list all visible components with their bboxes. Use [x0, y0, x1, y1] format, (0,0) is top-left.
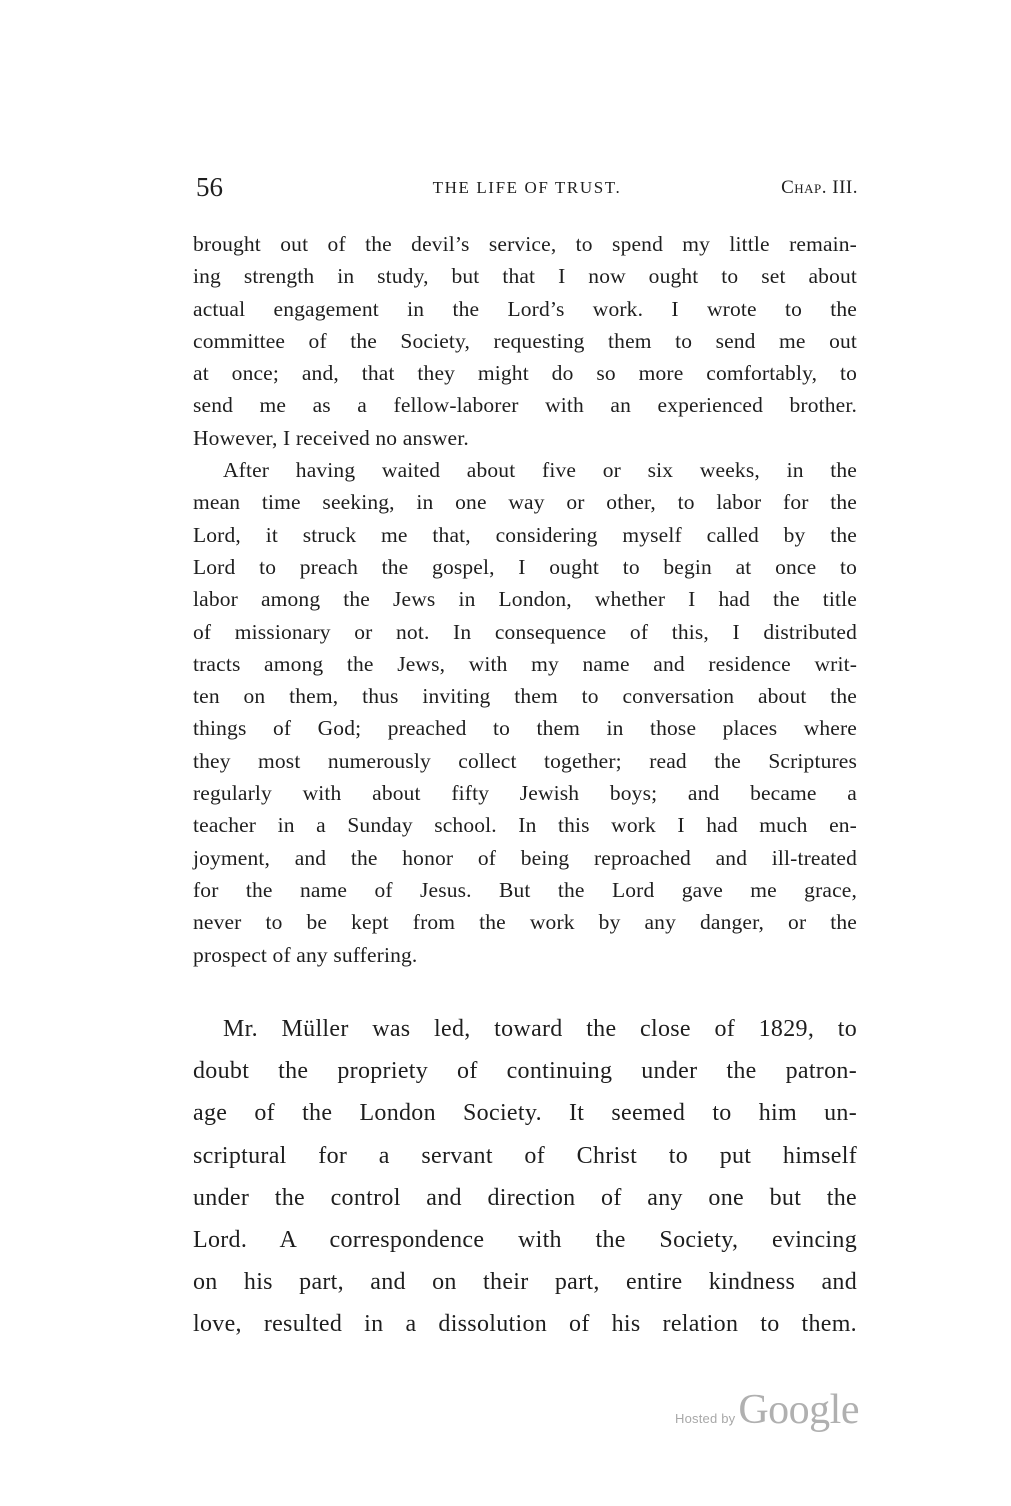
text-line: scriptural for a servant of Christ to put himself: [193, 1142, 857, 1169]
text-line: committee of the Society, requesting them to send me out: [193, 328, 857, 353]
text-line: Lord. A correspondence with the Society, evincing: [193, 1227, 857, 1254]
text-line: Lord to preach the gospel, I ought to begin at once to: [193, 554, 857, 579]
text-line: things of God; preached to them in those places where: [193, 716, 857, 741]
commentary-paragraph: [193, 1008, 857, 1346]
text-line: regularly with about fifty Jewish boys; and became a: [193, 781, 857, 806]
text-line: Mr. Müller was led, toward the close of 1829, to: [223, 1016, 857, 1042]
text-line: brought out of the devil’s service, to spend my little remain-: [193, 232, 857, 256]
chapter-label: Chap. III.: [781, 177, 858, 198]
text-line: love, resulted in a dissolution of his relation to them.: [193, 1311, 857, 1338]
text-line: mean time seeking, in one way or other, to labor for the: [193, 490, 857, 515]
hosted-by-watermark: [675, 1386, 859, 1436]
text-line: Lord, it struck me that, considering myself called by the: [193, 522, 857, 547]
text-line: After having waited about five or six weeks, in the: [223, 458, 857, 483]
text-line: ten on them, thus inviting them to conversation about the: [193, 684, 857, 709]
text-line: actual engagement in the Lord’s work. I wrote to the: [193, 296, 857, 321]
quoted-paragraph-1: [193, 228, 857, 454]
quoted-passage: [193, 228, 857, 971]
text-line: send me as a fellow-laborer with an experienced brother.: [193, 393, 857, 418]
text-line: never to be kept from the work by any danger, or the: [193, 910, 857, 935]
text-line: teacher in a Sunday school. In this work I had much en-: [193, 813, 857, 838]
page-number: 56: [196, 172, 223, 202]
text-line: at once; and, that they might do so more comfortably, to: [193, 361, 857, 386]
google-logo: Google: [738, 1387, 859, 1433]
text-line: labor among the Jews in London, whether I had the title: [193, 587, 857, 612]
text-line: age of the London Society. It seemed to him un-: [193, 1100, 857, 1127]
watermark-prefix: Hosted by: [675, 1411, 736, 1426]
page-header: [196, 172, 858, 204]
text-line: However, I received no answer.: [193, 425, 469, 450]
text-line: for the name of Jesus. But the Lord gave me grace,: [193, 877, 857, 902]
text-line: tracts among the Jews, with my name and residence writ-: [193, 651, 857, 676]
running-title: THE LIFE OF TRUST.: [432, 178, 622, 197]
text-line: on his part, and on their part, entire kindness and: [193, 1269, 857, 1296]
quoted-paragraph-2: [193, 454, 857, 971]
text-line: joyment, and the honor of being reproached and ill-treated: [193, 845, 857, 870]
text-line: ing strength in study, but that I now ought to set about: [193, 264, 857, 289]
text-line: they most numerously collect together; read the Scriptures: [193, 748, 857, 773]
text-line: doubt the propriety of continuing under the patron-: [193, 1058, 857, 1085]
text-line: of missionary or not. In consequence of this, I distributed: [193, 619, 857, 644]
text-line: under the control and direction of any one but the: [193, 1184, 857, 1211]
text-line: prospect of any suffering.: [193, 942, 418, 967]
